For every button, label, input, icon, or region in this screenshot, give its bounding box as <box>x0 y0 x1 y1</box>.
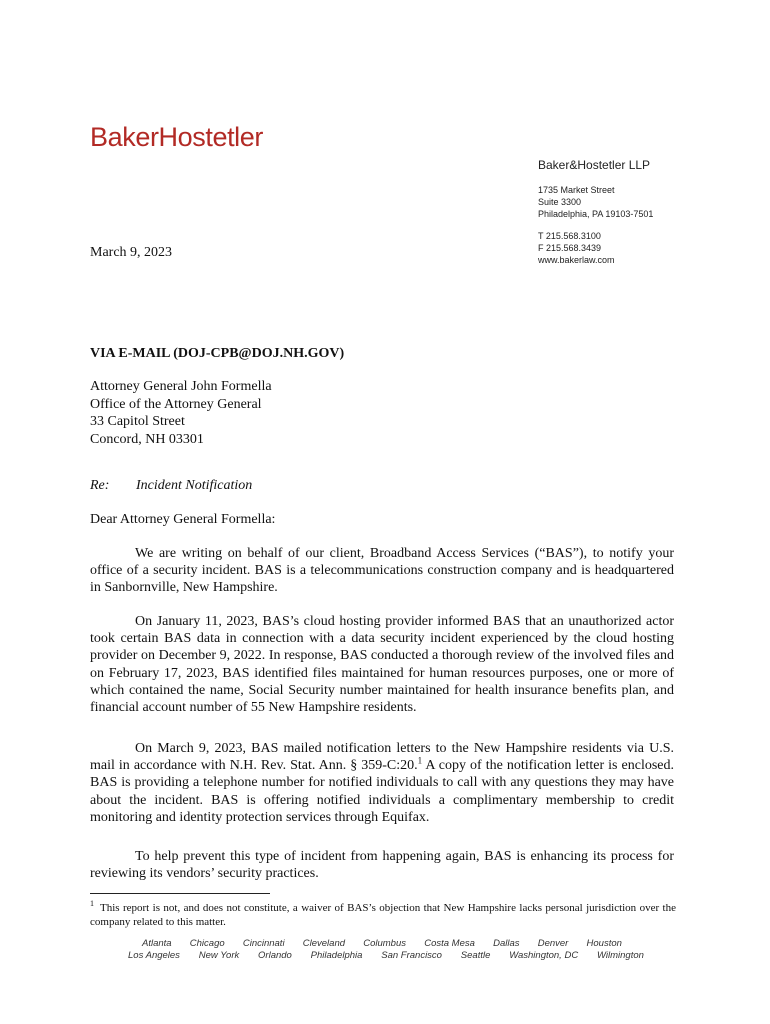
office-city: Los Angeles <box>128 950 180 961</box>
office-row <box>120 938 650 950</box>
footnote <box>90 901 676 929</box>
firm-logo: BakerHostetler <box>90 122 263 152</box>
footnote-number: 1 <box>90 899 94 909</box>
letter-date: March 9, 2023 <box>90 245 173 260</box>
office-city: Atlanta <box>142 938 172 949</box>
footnote-reference[interactable]: 1 <box>417 755 423 766</box>
office-city: Cleveland <box>302 938 346 949</box>
address-line: 1735 Market Street <box>538 185 615 195</box>
website-link[interactable]: www.bakerlaw.com <box>538 255 615 265</box>
phone-line: T 215.568.3100 <box>538 231 601 241</box>
delivery-method: VIA E-MAIL (DOJ-CPB@DOJ.NH.GOV) <box>90 346 345 361</box>
office-city: Cincinnati <box>242 938 285 949</box>
footnote-text: This report is not, and does not constitute, a waiver of BAS’s objection that New Hampshire lacks personal jurisdiction over the company related to this matter. <box>90 902 676 928</box>
recipient-address <box>90 378 272 448</box>
office-city: Washington, DC <box>509 950 579 961</box>
office-city: Costa Mesa <box>424 938 475 949</box>
firm-name: Baker&Hostetler LLP <box>538 158 651 172</box>
recipient-line: Attorney General John Formella <box>90 379 272 394</box>
office-city: Orlando <box>258 950 292 961</box>
office-city: San Francisco <box>381 950 442 961</box>
paragraph-text: A copy of the notification letter is enclosed. BAS is providing a telephone number for notified individuals to call with any questions they may have about the incident. BAS is offering notified individuals a complimentary membership to credit monitoring and identity protection services through Equifax. <box>90 758 674 825</box>
office-city: Columbus <box>363 938 406 949</box>
address-line: Suite 3300 <box>538 197 582 207</box>
salutation: Dear Attorney General Formella: <box>90 512 276 527</box>
address-line: Philadelphia, PA 19103-7501 <box>538 209 654 219</box>
body-paragraph: To help prevent this type of incident from happening again, BAS is enhancing its process for reviewing its vendors’ security practices. <box>90 849 674 882</box>
body-paragraph: On January 11, 2023, BAS’s cloud hosting provider informed BAS that an unauthorized actor took certain BAS data in connection with a data security incident experienced by the cloud hosting provider on December 9, 2022. In response, BAS conducted a thorough review of the involved files and on February 17, 2023, BAS identified files maintained for human resources purposes, one or more of which contained the name, Social Security number maintained for health insurance benefits plan, and financial account number of 55 New Hampshire residents. <box>90 614 674 716</box>
recipient-line: 33 Capitol Street <box>90 414 185 429</box>
firm-contact-block <box>538 158 653 266</box>
office-city: New York <box>198 950 240 961</box>
office-city: Philadelphia <box>310 950 363 961</box>
office-city: Houston <box>586 938 622 949</box>
office-city: Seattle <box>460 950 491 961</box>
re-label: Re: <box>90 478 110 493</box>
footnote-divider <box>90 893 270 894</box>
office-city: Chicago <box>189 938 225 949</box>
office-city: Denver <box>537 938 569 949</box>
recipient-line: Office of the Attorney General <box>90 396 262 412</box>
recipient-line: Concord, NH 03301 <box>90 431 204 447</box>
paragraph-text: On March 9, 2023, BAS mailed notification letters to the New Hampshire residents via U.S. mail in accordance with N.H. Rev. Stat. Ann. § 359-C:20. <box>90 741 674 774</box>
office-row <box>120 950 650 962</box>
subject-line <box>90 478 252 494</box>
re-subject: Incident Notification <box>136 478 253 493</box>
body-paragraph: We are writing on behalf of our client, Broadband Access Services (“BAS”), to notify your office of a security incident. BAS is a telecommunications construction company and is headquartered in Sanbornville, New Hampshire. <box>90 546 674 596</box>
office-locations <box>120 938 650 962</box>
office-city: Dallas <box>493 938 520 949</box>
office-city: Wilmington <box>597 950 644 961</box>
body-paragraph <box>90 740 674 826</box>
fax-line: F 215.568.3439 <box>538 243 602 253</box>
